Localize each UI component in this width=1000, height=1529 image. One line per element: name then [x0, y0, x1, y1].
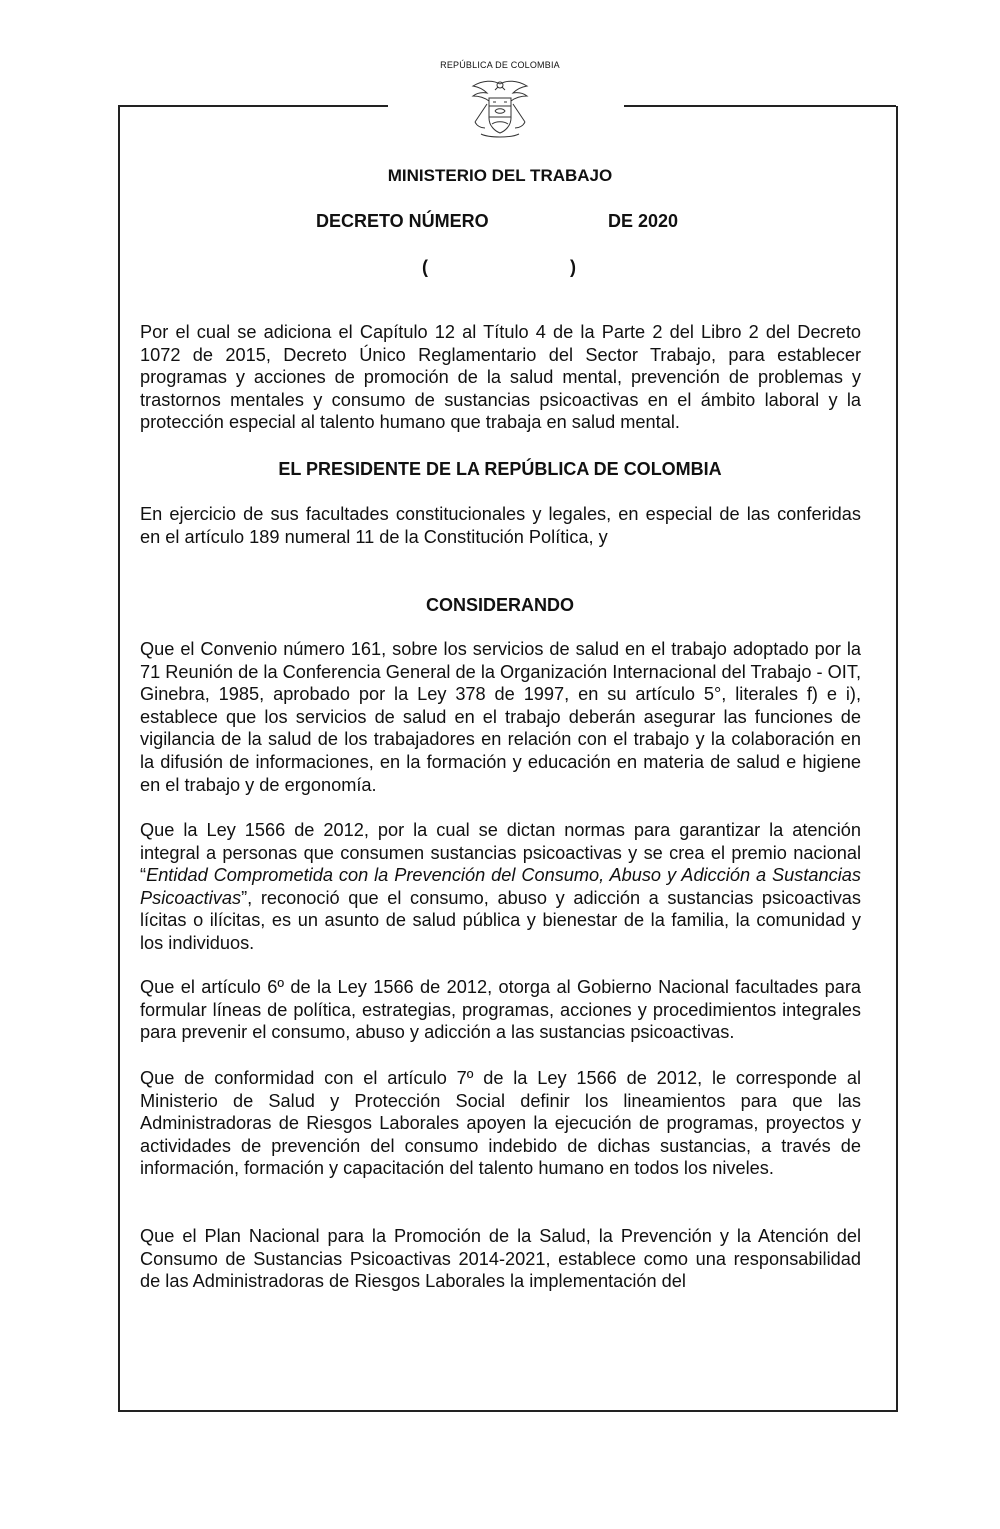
considering-paragraph-4: Que de conformidad con el artículo 7º de la Ley 1566 de 2012, le corresponde al Ministerio de Salud y Protección Social definir los lineamientos para que las Administradoras de Riesgos Laborales apoyen la ejecución de programas, proyectos y actividades de prevención del consumo indebido de dichas sustancias, a través de información, formación y capacitación del talento humano en todos los niveles. — [140, 1068, 861, 1179]
republic-label: REPÚBLICA DE COLOMBIA — [440, 60, 560, 70]
considering-paragraph-2 — [140, 819, 861, 955]
paragraph-2-text-b: ”, reconoció que el consumo, abuso y adicción a sustancias psicoactivas lícitas o ilícitas, es un asunto de salud pública y bienestar de la familia, la comunidad y los individuos. — [140, 887, 861, 953]
ministry-title: MINISTERIO DEL TRABAJO — [387, 166, 613, 185]
date-paren-open: ( — [422, 257, 428, 277]
decree-summary: Por el cual se adiciona el Capítulo 12 al Título 4 de la Parte 2 del Libro 2 del Decreto 1072 de 2015, Decreto Único Reglamentario del Sector Trabajo, para establecer programas y acciones de promoción de la salud mental, prevención de problemas y trastornos mentales y consumo de sustancias psicoactivas en el ámbito laboral y la protección especial al talento humano que trabaja en salud mental. — [140, 322, 861, 433]
paragraph-2-text-a: Que la Ley 1566 de 2012, por la cual se dictan normas para garantizar la atención integral a personas que consumen sustancias psicoactivas y se crea el premio nacional “ — [140, 820, 861, 886]
considering-paragraph-5: Que el Plan Nacional para la Promoción de la Salud, la Prevención y la Atención del Consumo de Sustancias Psicoactivas 2014-2021, establece como una responsabilidad de las Administradoras de Riesgos Laborales la implementación del — [140, 1226, 861, 1292]
decree-year-label: DE 2020 — [608, 211, 679, 231]
considering-paragraph-1: Que el Convenio número 161, sobre los servicios de salud en el trabajo adoptado por la 71 Reunión de la Conferencia General de la Organización Internacional del Trabajo - OIT, Ginebra, 1985, aprobado por la Ley 378 de 1997, en su artículo 5°, literales f) e i), establece que los servicios de salud en el trabajo deberán asegurar las funciones de vigilancia de la salud de los trabajadores en relación con el trabajo y la colaboración en la difusión de informaciones, en la formación y educación en materia de salud e higiene en el trabajo y de ergonomía. — [140, 639, 861, 795]
considering-paragraph-3: Que el artículo 6º de la Ley 1566 de 2012, otorga al Gobierno Nacional facultades para formular líneas de política, estrategias, programas, acciones y procedimientos integrales para prevenir el consumo, abuso y adicción a las sustancias psicoactivas. — [140, 977, 861, 1043]
authority-heading: EL PRESIDENTE DE LA REPÚBLICA DE COLOMBIA — [278, 459, 722, 479]
date-paren-close: ) — [570, 257, 576, 277]
award-name: Entidad Comprometida con la Prevención del Consumo, Abuso y Adicción a Sustancias Psicoactivas — [140, 865, 861, 908]
decree-number-label: DECRETO NÚMERO — [316, 211, 489, 231]
considering-heading: CONSIDERANDO — [425, 595, 574, 615]
powers-paragraph: En ejercicio de sus facultades constitucionales y legales, en especial de las conferidas en el artículo 189 numeral 11 de la Constitución Política, y — [140, 504, 861, 547]
